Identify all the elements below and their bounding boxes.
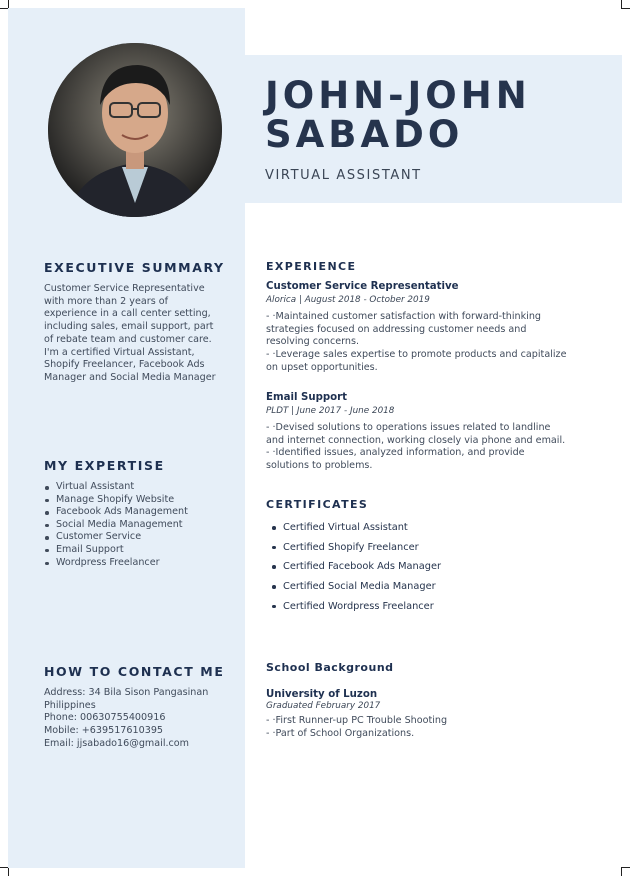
- job-description-line: - ·Devised solutions to operations issues related to landline: [266, 422, 551, 433]
- school-achievement-line: - ·First Runner-up PC Trouble Shooting: [266, 715, 448, 726]
- certificates-list: [272, 521, 441, 619]
- experience-heading: EXPERIENCE: [266, 260, 357, 273]
- job-role: VIRTUAL ASSISTANT: [265, 168, 422, 183]
- contact-details: [44, 687, 239, 751]
- summary-line: Customer Service Representative: [44, 283, 205, 294]
- executive-summary-text: [44, 283, 239, 385]
- school-background-heading: School Background: [266, 661, 394, 674]
- certificate-item: Certified Shopify Freelancer: [272, 541, 441, 561]
- job-description-line: - ·Maintained customer satisfaction with forward-thinking: [266, 311, 542, 322]
- crop-mark-bottom-left: [0, 867, 9, 876]
- summary-line: experience in a call center setting,: [44, 308, 211, 320]
- summary-line: Manager and Social Media Manager: [44, 371, 216, 383]
- school-achievements: [266, 715, 601, 740]
- summary-line: including sales, email support, part: [44, 321, 214, 333]
- job-meta: Alorica | August 2018 - October 2019: [266, 295, 430, 305]
- contact-email[interactable]: Email: jjsabado16@gmail.com: [44, 737, 190, 749]
- expertise-heading: MY EXPERTISE: [44, 458, 165, 473]
- name-line-1: JOHN-JOHN: [265, 74, 531, 117]
- job-meta: PLDT | June 2017 - June 2018: [266, 406, 395, 416]
- job-description-line: on upset opportunities.: [266, 361, 378, 373]
- certificate-item: Certified Wordpress Freelancer: [272, 600, 441, 620]
- expertise-item: Social Media Management: [44, 519, 188, 532]
- expertise-list: [44, 481, 188, 569]
- summary-line: with more than 2 years of: [44, 295, 169, 307]
- summary-line: of rebate team and customer care.: [44, 333, 212, 345]
- job-description: [266, 422, 601, 473]
- job-description-line: - ·Identified issues, analyzed information, and provide: [266, 447, 525, 459]
- contact-address-country: Philippines: [44, 699, 96, 711]
- job-title: Customer Service Representative: [266, 281, 459, 292]
- executive-summary-heading: EXECUTIVE SUMMARY: [44, 260, 225, 275]
- job-description-line: - ·Leverage sales expertise to promote products and capitalize: [266, 349, 567, 361]
- crop-mark-bottom-right: [621, 867, 630, 876]
- candidate-name: [265, 76, 615, 154]
- expertise-item: Wordpress Freelancer: [44, 557, 188, 570]
- contact-phone: Phone: 00630755400916: [44, 712, 166, 724]
- school-name: University of Luzon: [266, 689, 378, 700]
- expertise-item: Email Support: [44, 544, 188, 557]
- expertise-item: Facebook Ads Management: [44, 506, 188, 519]
- name-line-2: SABADO: [265, 113, 464, 156]
- certificates-heading: CERTIFICATES: [266, 498, 369, 511]
- school-graduation: Graduated February 2017: [266, 701, 381, 711]
- certificate-item: Certified Virtual Assistant: [272, 521, 441, 541]
- contact-mobile: Mobile: +639517610395: [44, 725, 164, 737]
- contact-address: Address: 34 Bila Sison Pangasinan: [44, 687, 209, 698]
- job-description-line: resolving concerns.: [266, 336, 360, 348]
- job-description-line: and internet connection, working closely via phone and email.: [266, 434, 566, 446]
- job-title: Email Support: [266, 392, 348, 403]
- crop-mark-top-right: [621, 0, 630, 9]
- job-description-line: strategies focused on addressing customer needs and: [266, 323, 527, 335]
- job-description-line: solutions to problems.: [266, 460, 373, 472]
- expertise-item: Customer Service: [44, 531, 188, 544]
- summary-line: I'm a certified Virtual Assistant,: [44, 346, 195, 358]
- summary-line: Shopify Freelancer, Facebook Ads: [44, 359, 205, 371]
- certificate-item: Certified Facebook Ads Manager: [272, 560, 441, 580]
- school-achievement-line: - ·Part of School Organizations.: [266, 727, 415, 739]
- profile-photo: [48, 43, 222, 217]
- certificate-item: Certified Social Media Manager: [272, 580, 441, 600]
- expertise-item: Virtual Assistant: [44, 481, 188, 494]
- expertise-item: Manage Shopify Website: [44, 494, 188, 507]
- contact-heading: HOW TO CONTACT ME: [44, 664, 225, 679]
- job-description: [266, 311, 601, 375]
